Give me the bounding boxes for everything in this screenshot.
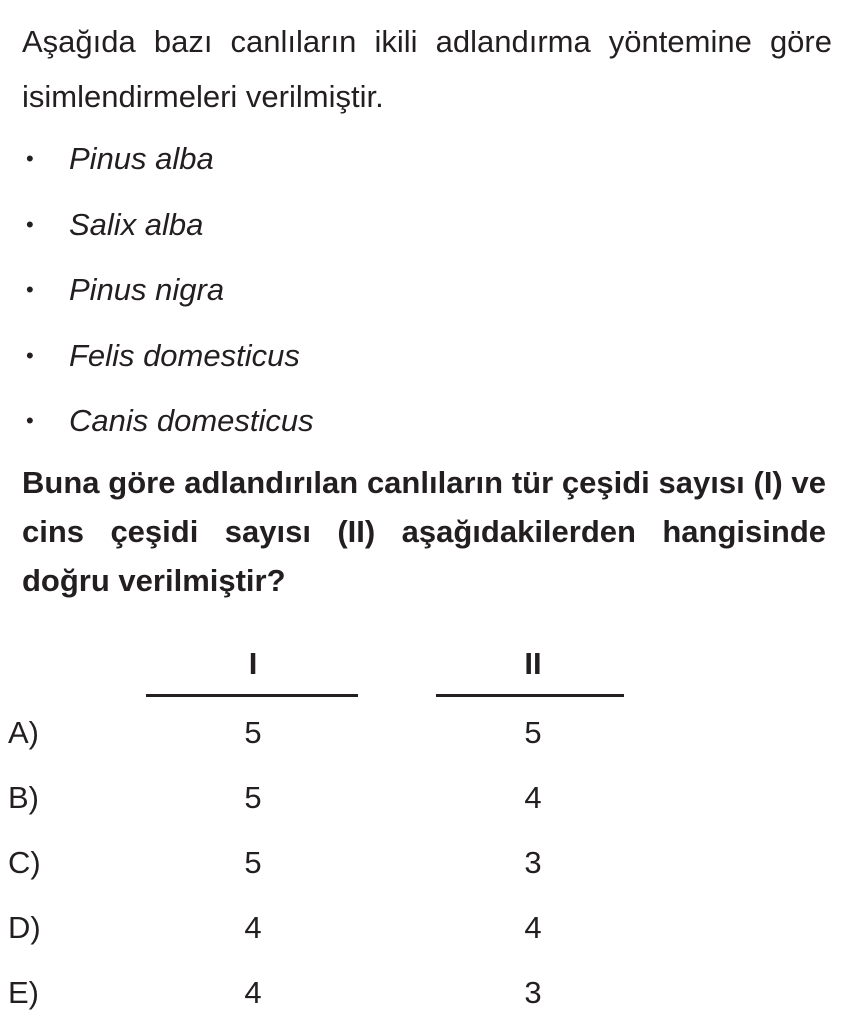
species-name: Pinus alba xyxy=(69,141,214,176)
species-name: Pinus nigra xyxy=(69,272,225,307)
option-row-a[interactable] xyxy=(0,700,856,765)
option-row-b[interactable] xyxy=(0,765,856,830)
column-header-i: I xyxy=(248,646,258,681)
bullet-icon: • xyxy=(26,342,34,368)
option-value-ii: 5 xyxy=(524,715,542,750)
column-rule-ii xyxy=(436,694,624,697)
option-letter: E) xyxy=(8,975,39,1010)
species-name: Canis domesticus xyxy=(69,403,314,438)
option-value-i: 5 xyxy=(244,780,262,815)
option-value-ii: 3 xyxy=(524,975,542,1010)
option-letter: D) xyxy=(8,910,41,945)
option-value-i: 5 xyxy=(244,715,262,750)
option-row-d[interactable] xyxy=(0,895,856,960)
option-value-i: 4 xyxy=(244,910,262,945)
column-header-ii: II xyxy=(524,646,542,681)
option-row-c[interactable] xyxy=(0,830,856,895)
bullet-icon: • xyxy=(26,277,34,302)
species-name: Salix alba xyxy=(69,206,204,242)
option-letter: B) xyxy=(8,780,39,815)
option-value-ii: 4 xyxy=(524,910,542,945)
species-name: Felis domesticus xyxy=(69,337,300,373)
option-value-i: 5 xyxy=(244,845,262,880)
bullet-icon: • xyxy=(26,146,34,171)
option-value-i: 4 xyxy=(244,975,262,1010)
bullet-icon: • xyxy=(26,408,34,433)
question-prompt: Buna göre adlandırılan canlıların tür çeşidi sayısı (I) ve cins çeşidi sayısı (II) aşağıdakilerden hangisinde doğru verilmiştir? xyxy=(22,465,826,598)
question-intro: Aşağıda bazı canlıların ikili adlandırma yöntemine göre isimlendirmeleri verilmiştir. xyxy=(22,24,832,114)
option-value-ii: 3 xyxy=(524,845,542,880)
column-rule-i xyxy=(146,694,358,697)
option-letter: A) xyxy=(8,715,39,750)
option-row-e[interactable] xyxy=(0,960,856,1025)
bullet-icon: • xyxy=(26,211,34,237)
answer-options xyxy=(0,700,856,1025)
option-letter: C) xyxy=(8,845,41,880)
option-value-ii: 4 xyxy=(524,780,542,815)
